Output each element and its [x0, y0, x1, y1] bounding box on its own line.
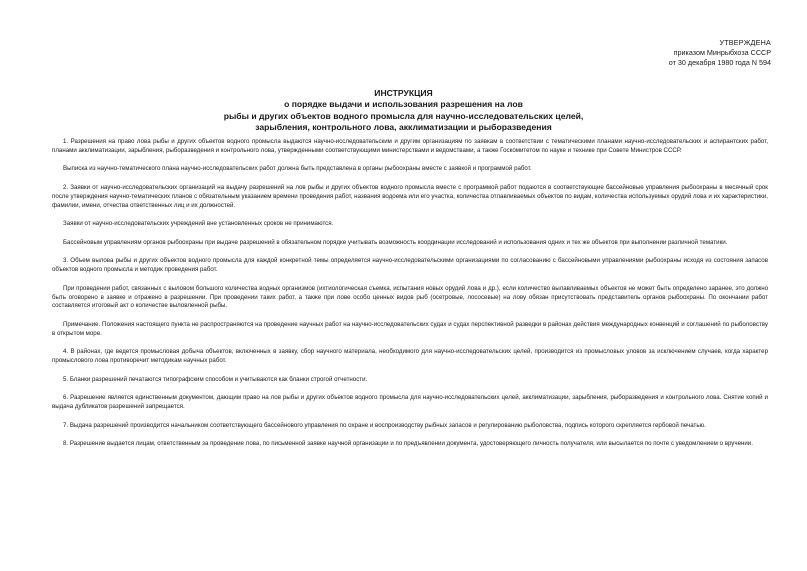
title-line-3: рыбы и других объектов водного промысла для научно-исследовательских целей, [223, 110, 584, 121]
title-line-1: ИНСТРУКЦИЯ [374, 88, 433, 98]
paragraph-9: 4. В районах, где ведется промысловая добыча объектов, включенных в заявку, сбор научного материала, необходимого для научно-исследовательских целей, производится из промысловых уловов за исключением случаев, когда характер промыслового лова противоречит методикам научных работ. [52, 348, 768, 365]
paragraph-8: Примечание. Положения настоящего пункта не распространяются на проведение научных работ на научно-исследовательских судах и судах перспективной разведки в районах действия международных конвенций и соглашений по рыболовству в открытом море. [52, 320, 768, 337]
approval-heading: УТВЕРЖДЕНА [719, 38, 771, 47]
approval-order-line: приказом Минрыбхоза СССР [673, 48, 771, 58]
paragraph-6: 3. Объем вылова рыбы и других объектов водного промысла для каждой конкретной темы определяется научно-исследовательскими организациями по согласованию с бассейновыми управлениями рыбоохраны исходя из состояния запасов объектов водного промысла и методик проведения работ. [52, 257, 768, 274]
paragraph-12: 7. Выдача разрешений производится начальником соответствующего бассейнового управления по охране и воспроизводству рыбных запасов и регулированию рыболовства, подпись которого скрепляется гербовой печатью. [63, 421, 706, 429]
title-line-2: о порядке выдачи и использования разрешения на лов [284, 99, 523, 110]
paragraph-11: 6. Разрешение является единственным документом, дающим право на лов рыбы и других объектов водного промысла для научно-исследовательских целей, акклиматизации, зарыбления, рыборазведения и контрольного лова. Снятие копий и выдача дубликатов разрешений запрещается. [52, 394, 768, 411]
paragraph-4: Заявки от научно-исследовательских учреждений вне установленных сроков не принимаются. [63, 220, 334, 228]
approval-date-line: от 30 декабря 1980 года N 594 [668, 58, 771, 68]
paragraph-1: 1. Разрешения на право лова рыбы и других объектов водного промысла выдаются научно-исследовательским и другим организациям по заявкам в соответствии с тематическими планами научно-исследовательских и аспирантских работ, планами акклиматизации, зарыбления, рыборазведения и контрольного лова, утвержденными соответствующими министерствами и ведомствами, а также Госкомитетом по науке и технике при Совете Министров СССР. [52, 138, 768, 154]
document-body [52, 138, 768, 459]
document-title [120, 88, 687, 134]
paragraph-10: 5. Бланки разрешений печатаются типографским способом и учитываются как бланки строгой отчетности. [63, 375, 368, 383]
paragraph-13: 8. Разрешение выдается лицам, ответственным за проведение лова, по письменной заявке научной организации и по предъявлении документа, удостоверяющего личность получателя, или высылается по почте с уведомлением о вручении. [63, 440, 753, 448]
paragraph-3: 2. Заявки от научно-исследовательских организаций на выдачу разрешений на лов рыбы и других объектов водного промысла вместе с программой работ подаются в соответствующие бассейновые управления рыбоохраны в месячный срок после утверждения научно-тематических планов с обязательным указанием времени проведения работ, названия водоема или его участка, количества отлавливаемых объектов по видам, количества используемых орудий лова и их характеристики, фамилии, имени, отчества ответственных лиц и их должностей. [52, 183, 768, 209]
paragraph-7: При проведении работ, связанных с выловом большого количества водных организмов (ихтиологическая съемка, испытания новых орудий лова и др.), если количество вылавливаемых объектов не может быть определено заранее, это должно быть оговорено в заявке и отражено в разрешении. При проведении таких работ, а также при лове особо ценных видов рыб (осетровые, лососевые) на лову обязан присутствовать представитель органов рыбоохраны. По окончании работ составляется итоговый акт о количестве выловленной рыбы. [52, 284, 768, 310]
approval-block [669, 38, 771, 69]
paragraph-2: Выписка из научно-тематического плана научно-исследовательских работ должна быть представлена в органы рыбоохраны вместе с заявкой и программой работ. [63, 165, 532, 173]
title-line-4: зарыбления, контрольного лова, акклиматизации и рыборазведения [255, 122, 552, 133]
paragraph-5: Бассейновым управлениям органов рыбоохраны при выдаче разрешений в обязательном порядке учитывать возможность координации исследований и использования одних и тех же объектов при выполнении различной тематики. [63, 238, 728, 246]
